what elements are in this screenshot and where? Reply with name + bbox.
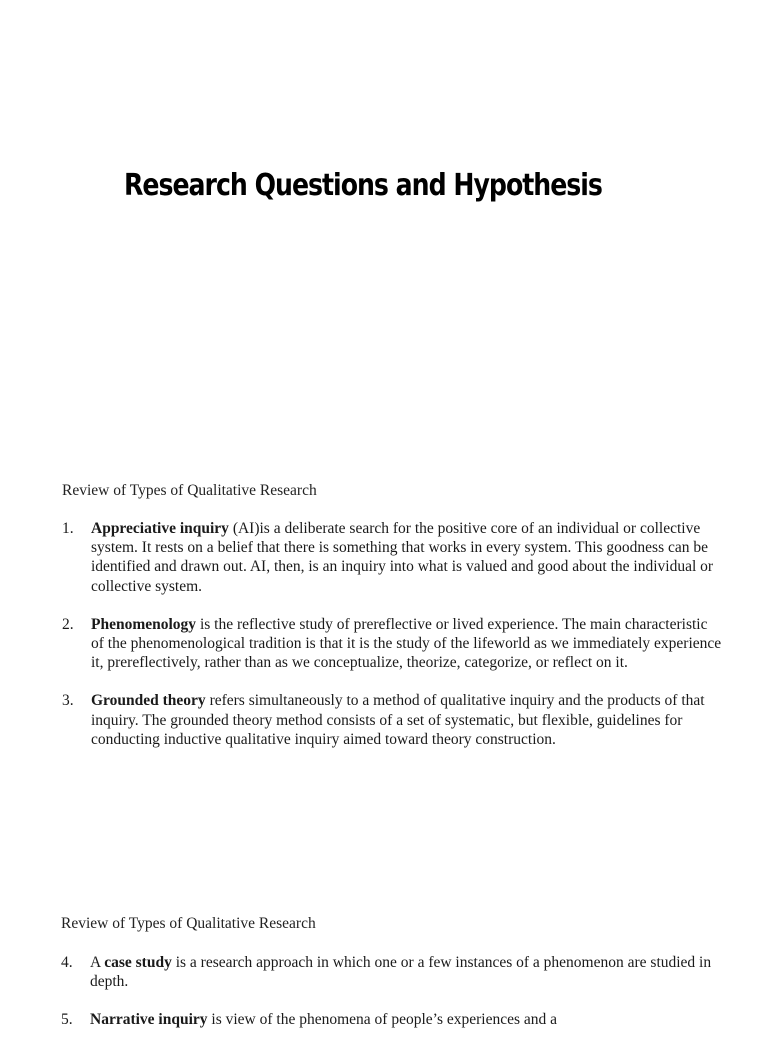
item-term: case study xyxy=(104,954,172,971)
item-number: 5. xyxy=(61,1011,73,1029)
item-number: 4. xyxy=(61,954,73,971)
item-term: Grounded theory xyxy=(91,692,206,710)
section-heading: Review of Types of Qualitative Research xyxy=(61,915,316,932)
item-text: is a research approach in which one or a few instances of a phenomenon are studied in depth. xyxy=(90,954,712,991)
list-item xyxy=(61,953,721,991)
item-text: refers simultaneously to a method of qualitative inquiry and the products of that inquiry. The grounded theory method consists of a set of systematic, but flexible, guidelines for conducting inductive qualitative inquiry aimed toward theory construction. xyxy=(91,692,705,748)
qualitative-research-list xyxy=(62,519,722,768)
list-item xyxy=(62,615,722,673)
item-number: 3. xyxy=(62,692,74,710)
qualitative-research-list xyxy=(61,953,721,1049)
document-title: Research Questions and Hypothesis xyxy=(124,168,602,203)
item-number: 1. xyxy=(62,520,74,537)
item-lead: A xyxy=(90,954,105,971)
item-text: is view of the phenomena of people’s experiences and a xyxy=(207,1011,558,1029)
list-item xyxy=(62,519,722,596)
item-text: is the reflective study of prereflective or lived experience. The main characteristic of the phenomenological tradition is that it is the study of the lifeworld as we immediately experience it, prereflectively, rather than as we conceptualize, theorize, categorize, or reflect on it. xyxy=(91,615,722,672)
section-heading: Review of Types of Qualitative Research xyxy=(62,482,317,499)
item-term: Narrative inquiry xyxy=(90,1011,208,1029)
list-item xyxy=(62,691,722,749)
item-text: (AI)is a deliberate search for the positive core of an individual or collective system. It rests on a belief that there is something that works in every system. This goodness can be identified and drawn out. AI, then, is an inquiry into what is valued and good about the individual or collective system. xyxy=(91,520,714,595)
item-term: Appreciative inquiry xyxy=(91,520,229,537)
item-number: 2. xyxy=(62,615,74,633)
item-term: Phenomenology xyxy=(91,615,197,633)
list-item xyxy=(61,1010,721,1029)
